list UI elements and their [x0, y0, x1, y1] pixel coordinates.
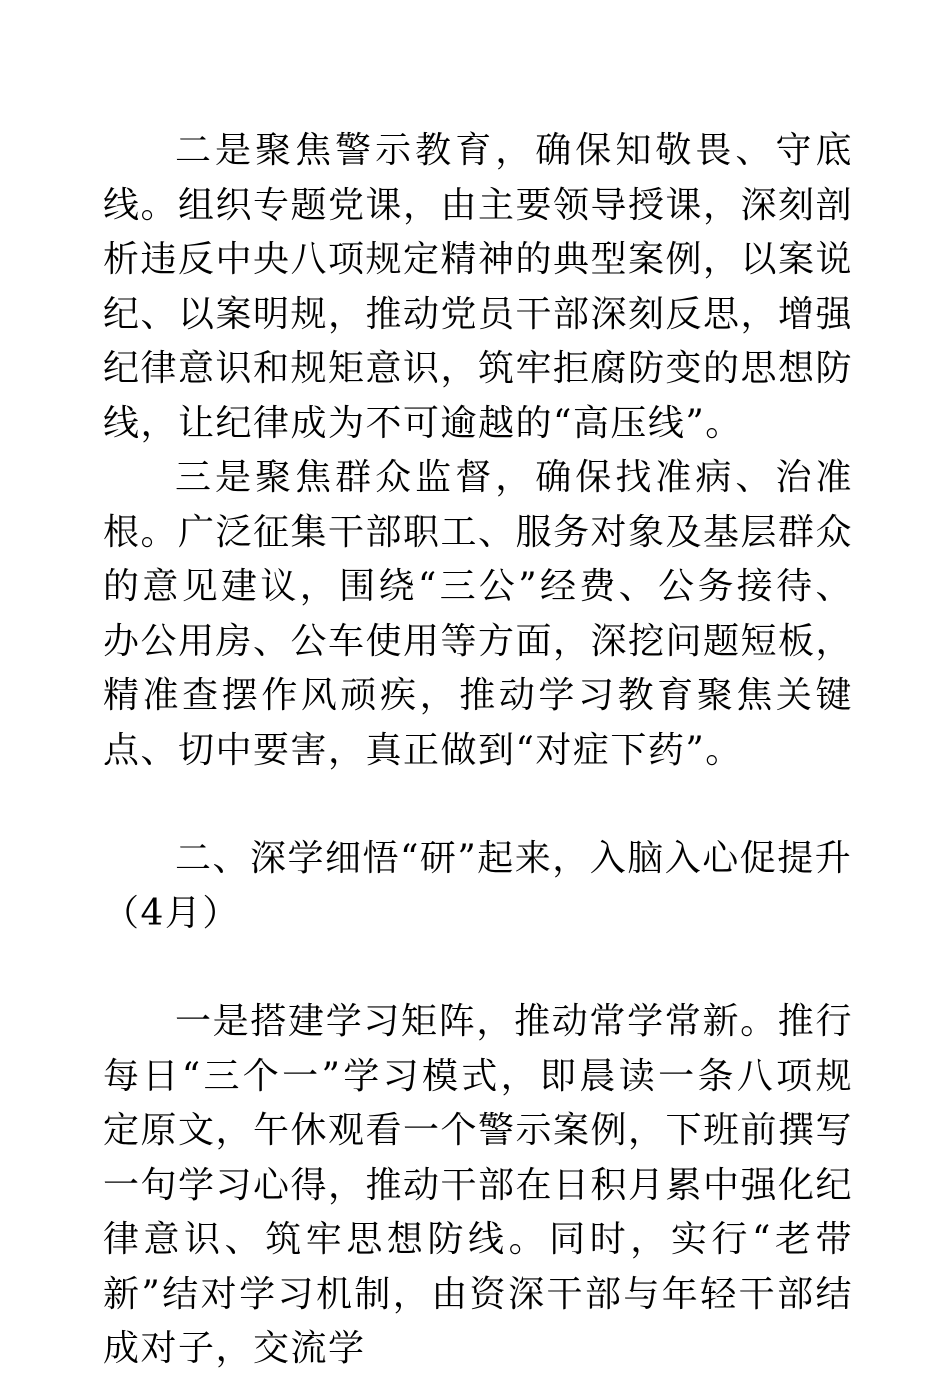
section-heading: 二、深学细悟“研”起来，入脑入心促提升（4月） [103, 838, 853, 934]
document-page [103, 124, 853, 1377]
paragraph-learning-matrix: 一是搭建学习矩阵，推动常学常新。推行每日“三个一”学习模式，即晨读一条八项规定原文，午休观看一个警示案例，下班前撰写一句学习心得，推动干部在日积月累中强化纪律意识、筑牢思想防线。同时，实行“老带新”结对学习机制，由资深干部与年轻干部结成对子，交流学 [103, 1001, 854, 1369]
paragraph-public-supervision: 三是聚焦群众监督，确保找准病、治准根。广泛征集干部职工、服务对象及基层群众的意见建议，围绕“三公”经费、公务接待、办公用房、公车使用等方面，深挖问题短板，精准查摆作风顽疾，推动学习教育聚焦关键点、切中要害，真正做到“对症下药”。 [103, 457, 854, 771]
spacer [103, 941, 853, 995]
spacer [103, 778, 853, 832]
paragraph-warning-education: 二是聚焦警示教育，确保知敬畏、守底线。组织专题党课，由主要领导授课，深刻剖析违反中央八项规定精神的典型案例，以案说纪、以案明规，推动党员干部深刻反思，增强纪律意识和规矩意识，筑牢拒腐防变的思想防线，让纪律成为不可逾越的“高压线”。 [103, 130, 854, 444]
